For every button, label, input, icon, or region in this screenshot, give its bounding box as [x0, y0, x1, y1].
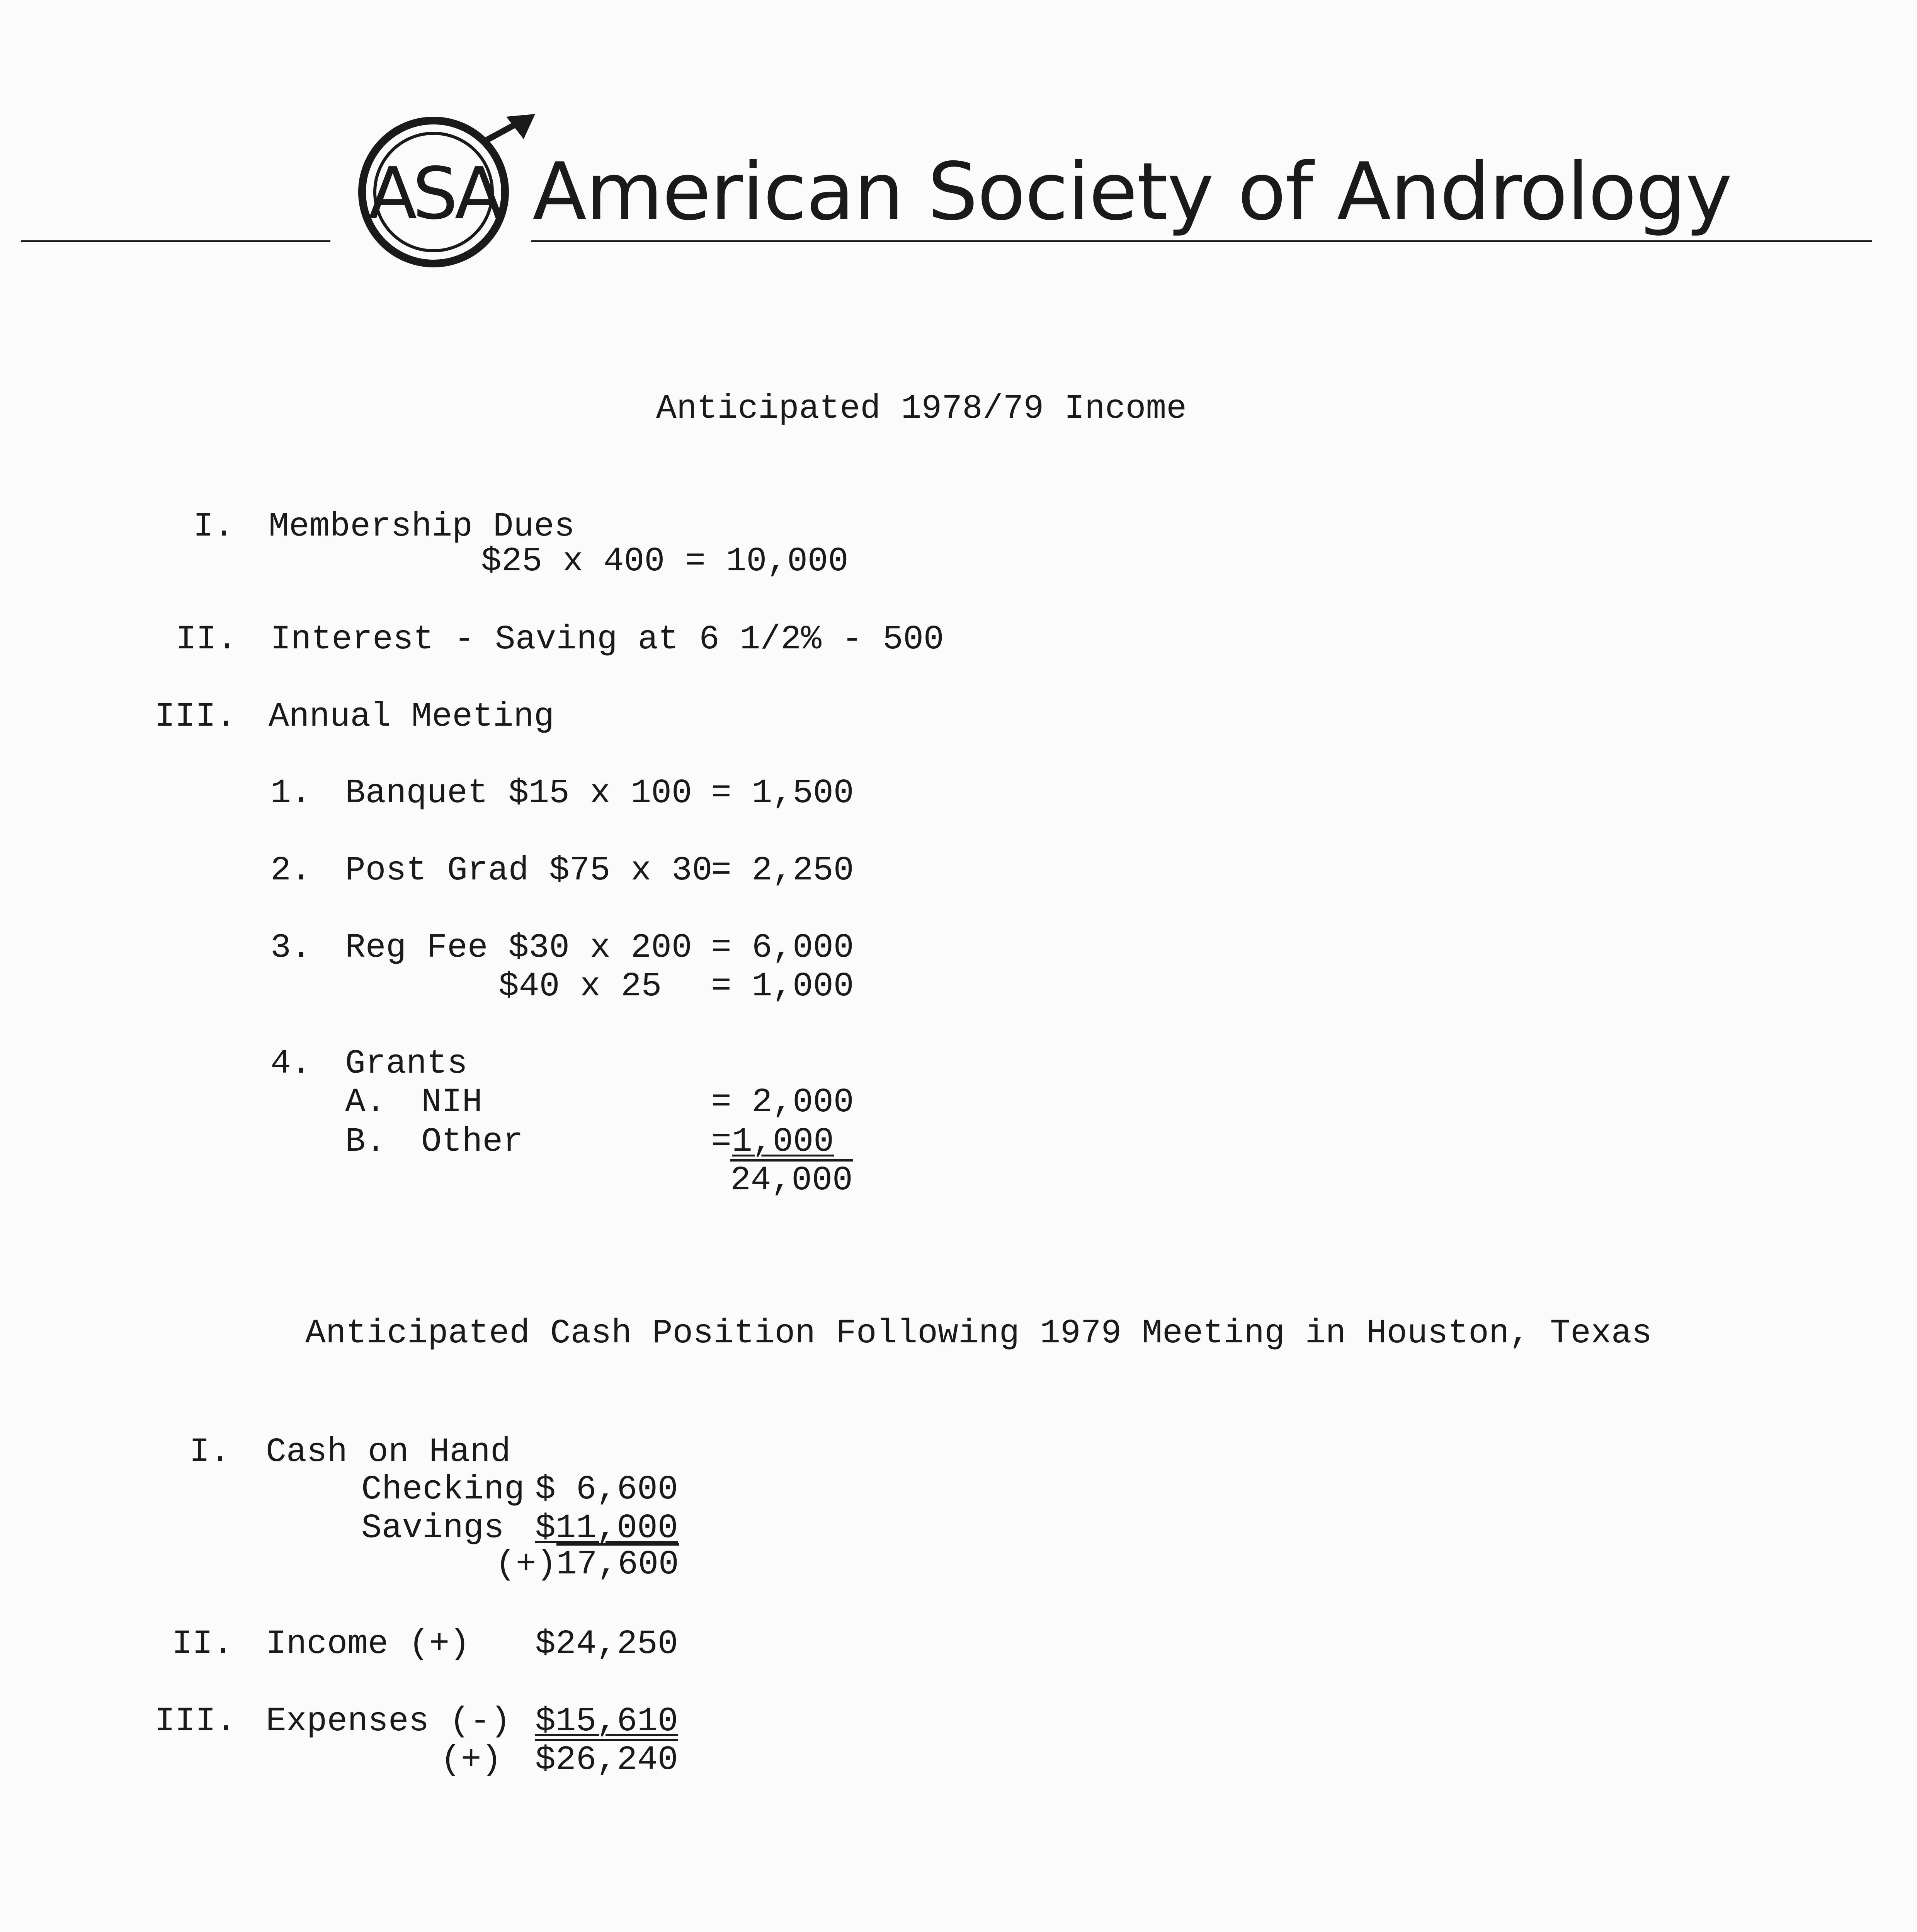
reg-fee-second-amount: = 1,000 — [711, 968, 854, 1006]
subtotal-sign: (+) — [495, 1546, 557, 1584]
dues-calculation: $25 x 400 = 10,000 — [481, 543, 849, 581]
income-item-label: Membership Dues — [269, 508, 575, 546]
grant-amount: 1,000 — [732, 1123, 834, 1161]
meeting-item-label: Banquet $15 x 100 — [345, 774, 692, 813]
savings-label: Savings — [361, 1509, 504, 1548]
logo-letters: ASA — [368, 152, 499, 235]
header-rule-right — [531, 240, 1872, 242]
meeting-item-label: Reg Fee $30 x 200 — [345, 929, 692, 967]
cash-item-number: III. — [155, 1702, 236, 1741]
cash-item-amount: $24,250 — [535, 1625, 678, 1663]
meeting-item-amount: = 2,250 — [711, 852, 854, 890]
cash-item-label: Cash on Hand — [266, 1433, 511, 1471]
cash-title: Anticipated Cash Position Following 1979 Meeting in Houston, Texas — [305, 1315, 1652, 1353]
income-item-label: Annual Meeting — [269, 698, 555, 736]
checking-label: Checking — [361, 1471, 525, 1509]
checking-amount: $ 6,600 — [535, 1471, 678, 1509]
income-item-number: III. — [155, 698, 236, 736]
cash-item-amount: $15,610 — [535, 1702, 678, 1741]
income-item-label: Interest - Saving at 6 1/2% - 500 — [270, 621, 944, 659]
grant-name: Other — [421, 1123, 524, 1161]
org-name: American Society of Andrology — [532, 146, 1732, 238]
cash-on-hand-subtotal: 17,600 — [556, 1543, 679, 1582]
grant-amount: = 2,000 — [711, 1083, 854, 1122]
cash-item-number: II. — [172, 1625, 233, 1663]
cash-item-label: Expenses (-) — [266, 1702, 511, 1741]
meeting-item-amount: = 1,500 — [711, 774, 854, 813]
grant-equals: = — [711, 1123, 731, 1161]
grant-letter: B. — [345, 1123, 386, 1161]
savings-amount: $11,000 — [535, 1509, 678, 1548]
meeting-item-number: 4. — [270, 1045, 311, 1083]
meeting-item-number: 3. — [270, 929, 311, 967]
income-item-number: I. — [193, 508, 234, 546]
meeting-item-label: Grants — [345, 1045, 468, 1083]
reg-fee-second-label: $40 x 25 — [498, 968, 662, 1006]
cash-item-number: I. — [189, 1433, 230, 1471]
final-cash-position: $26,240 — [535, 1739, 678, 1777]
income-total: 24,000 — [730, 1159, 853, 1198]
income-title: Anticipated 1978/79 Income — [656, 390, 1187, 428]
income-item-number: II. — [176, 621, 237, 659]
final-sign: (+) — [441, 1741, 502, 1779]
meeting-item-number: 2. — [270, 852, 311, 890]
meeting-item-label: Post Grad $75 x 30 — [345, 852, 713, 890]
grant-name: NIH — [421, 1083, 483, 1122]
meeting-item-amount: = 6,000 — [711, 929, 854, 967]
asa-logo — [354, 112, 539, 270]
meeting-item-number: 1. — [270, 774, 311, 813]
grant-letter: A. — [345, 1083, 386, 1122]
header-rule-left — [21, 240, 330, 242]
cash-item-label: Income (+) — [266, 1625, 470, 1663]
